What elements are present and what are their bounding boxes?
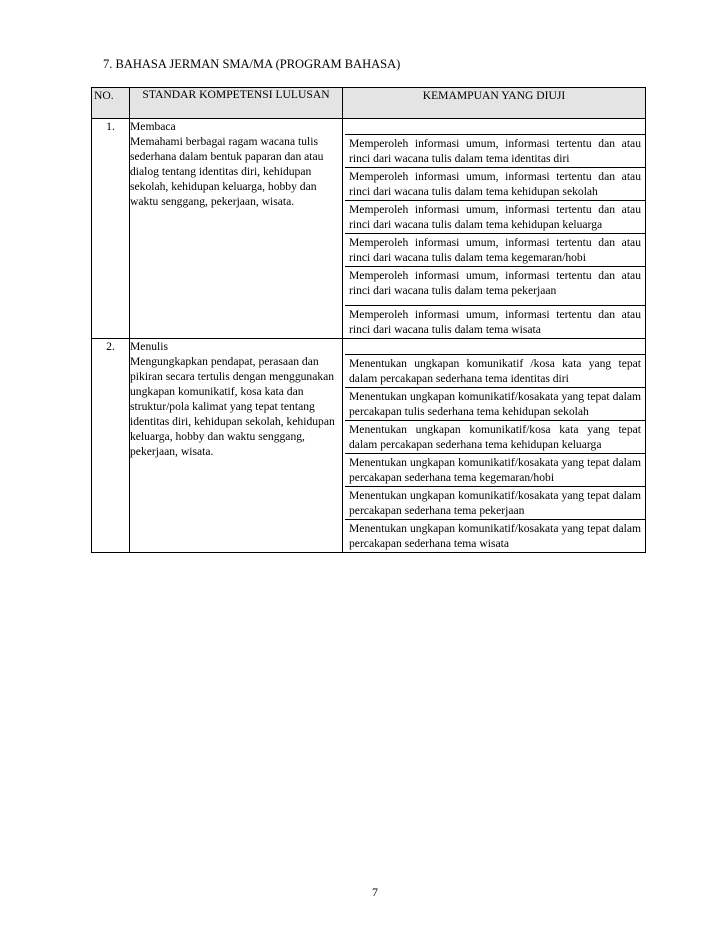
kemampuan-cell (343, 119, 646, 339)
standar-description: Mengungkapkan pendapat, perasaan dan pikiran secara tertulis dengan menggunakan ungkapan komunikatif, kosa kata dan struktur/pola kalimat yang tepat tentang identitas diri, kehidupan sekolah, kehidupan keluarga, hobby dan waktu senggang, pekerjaan, wisata. (130, 355, 335, 458)
kemampuan-item: Menentukan ungkapan komunikatif/kosakata yang tepat dalam percakapan sederhana tema pekerjaan (345, 487, 645, 520)
skill-title: Menulis (130, 340, 169, 353)
row-number: 1. (92, 119, 130, 339)
kemampuan-item: Menentukan ungkapan komunikatif/kosakata yang tepat dalam percakapan sederhana tema kegemaran/hobi (345, 454, 645, 487)
kemampuan-item: Menentukan ungkapan komunikatif/kosakata yang tepat dalam percakapan sederhana tema wisata (349, 522, 641, 550)
row-number: 2. (92, 339, 130, 553)
kemampuan-item: Menentukan ungkapan komunikatif/kosa kata yang tepat dalam percakapan sederhana tema kehidupan keluarga (345, 421, 645, 454)
kemampuan-item: Menentukan ungkapan komunikatif /kosa kata yang tepat dalam percakapan sederhana tema identitas diri (345, 354, 645, 388)
kemampuan-item: Menentukan ungkapan komunikatif/kosakata yang tepat dalam percakapan tulis sederhana tema kehidupan sekolah (345, 388, 645, 421)
page-number: 7 (372, 885, 378, 899)
kemampuan-item: Memperoleh informasi umum, informasi tertentu dan atau rinci dari wacana tulis dalam tema kehidupan sekolah (345, 168, 645, 201)
kemampuan-cell (343, 339, 646, 553)
table-header-row (92, 88, 646, 119)
skill-title: Membaca (130, 120, 176, 133)
kemampuan-item: Memperoleh informasi umum, informasi tertentu dan atau rinci dari wacana tulis dalam tema identitas diri (345, 134, 645, 168)
standar-description: Memahami berbagai ragam wacana tulis sederhana dalam bentuk paparan dan atau dialog tentang identitas diri, kehidupan sekolah, kehidupan keluarga, hobby dan waktu senggang, pekerjaan, wisata. (130, 135, 324, 208)
standar-cell (130, 119, 343, 339)
header-kemampuan: KEMAMPUAN YANG DIUJI (343, 88, 646, 119)
kemampuan-item: Memperoleh informasi umum, informasi tertentu dan atau rinci dari wacana tulis dalam tema pekerjaan (345, 267, 645, 306)
table-row (92, 119, 646, 339)
header-standar: STANDAR KOMPETENSI LULUSAN (130, 88, 343, 119)
section-heading: 7. BAHASA JERMAN SMA/MA (PROGRAM BAHASA) (103, 57, 401, 71)
competency-table (91, 87, 646, 553)
header-no: NO. (92, 88, 130, 119)
kemampuan-item: Memperoleh informasi umum, informasi tertentu dan atau rinci dari wacana tulis dalam tema kegemaran/hobi (345, 234, 645, 267)
standar-cell (130, 339, 343, 553)
kemampuan-item: Memperoleh informasi umum, informasi tertentu dan atau rinci dari wacana tulis dalam tema kehidupan keluarga (345, 201, 645, 234)
table-row (92, 339, 646, 553)
kemampuan-item: Memperoleh informasi umum, informasi tertentu dan atau rinci dari wacana tulis dalam tema wisata (349, 308, 641, 336)
